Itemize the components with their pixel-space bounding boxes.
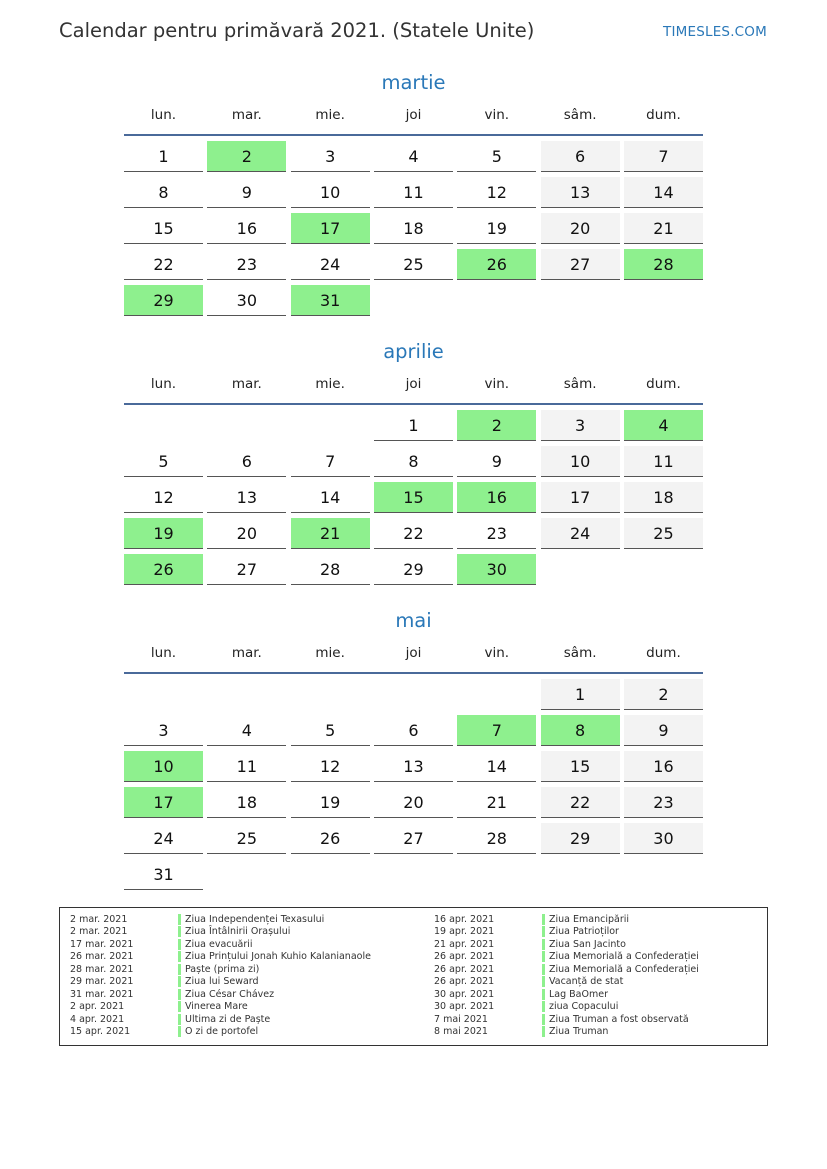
day-cell[interactable]: 11	[624, 446, 703, 477]
holiday-name: Ziua Independenței Texasului	[185, 913, 325, 925]
day-cell[interactable]: 26	[291, 823, 370, 854]
holiday-marker	[542, 914, 545, 925]
day-cell[interactable]: 18	[624, 482, 703, 513]
legend-item	[60, 1013, 371, 1026]
day-cell[interactable]: 15	[541, 751, 620, 782]
day-cell[interactable]: 28	[291, 554, 370, 585]
weekday-label: vin.	[484, 376, 510, 392]
day-cell[interactable]: 2	[624, 679, 703, 710]
holiday-date: 4 apr. 2021	[70, 1013, 125, 1025]
holiday-name: ziua Copacului	[549, 1001, 619, 1013]
day-cell[interactable]: 19	[457, 213, 536, 244]
holiday-day-cell[interactable]: 26	[124, 554, 203, 585]
holiday-date: 26 mar. 2021	[70, 951, 134, 963]
holiday-date: 16 apr. 2021	[434, 913, 495, 925]
weekday-label: vin.	[484, 645, 510, 661]
holiday-day-cell[interactable]: 30	[457, 554, 536, 585]
month-name: aprilie	[383, 340, 444, 363]
day-cell[interactable]: 1	[124, 141, 203, 172]
holiday-name: Ziua Prințului Jonah Kuhio Kalanianaole	[185, 951, 371, 963]
day-cell[interactable]: 14	[291, 482, 370, 513]
holiday-name: O zi de portofel	[185, 1026, 259, 1038]
day-cell[interactable]: 8	[124, 177, 203, 208]
day-cell[interactable]: 16	[624, 751, 703, 782]
holiday-name: Ziua Memorială a Confederației	[549, 951, 699, 963]
legend-item	[424, 951, 699, 964]
day-cell[interactable]: 20	[374, 787, 453, 818]
day-cell[interactable]: 18	[207, 787, 286, 818]
holiday-date: 31 mar. 2021	[70, 988, 134, 1000]
holiday-marker	[542, 951, 545, 962]
day-cell[interactable]: 21	[457, 787, 536, 818]
holiday-day-cell[interactable]: 2	[207, 141, 286, 172]
holiday-date: 30 apr. 2021	[434, 988, 495, 1000]
day-cell[interactable]: 12	[291, 751, 370, 782]
day-cell[interactable]: 10	[291, 177, 370, 208]
holiday-name: Ziua lui Seward	[185, 976, 259, 988]
legend-item	[424, 988, 699, 1001]
holiday-date: 7 mai 2021	[434, 1013, 488, 1025]
legend-column-left	[60, 913, 371, 1038]
legend-item	[60, 951, 371, 964]
month-name: martie	[381, 71, 446, 94]
day-cell[interactable]: 12	[457, 177, 536, 208]
weekday-label: dum.	[646, 107, 681, 123]
day-cell[interactable]: 28	[457, 823, 536, 854]
weekday-label: joi	[405, 107, 422, 123]
day-cell[interactable]: 9	[457, 446, 536, 477]
empty-day-cell	[207, 679, 286, 710]
day-cell[interactable]: 25	[207, 823, 286, 854]
day-cell[interactable]: 14	[624, 177, 703, 208]
legend-item	[424, 938, 699, 951]
holiday-marker	[178, 939, 181, 950]
day-grid	[124, 141, 703, 316]
weekday-label: mar.	[231, 376, 262, 392]
weekday-label: sâm.	[563, 376, 597, 392]
day-cell[interactable]: 24	[291, 249, 370, 280]
holiday-marker	[178, 926, 181, 937]
empty-day-cell	[457, 679, 536, 710]
holiday-date: 2 mar. 2021	[70, 926, 128, 938]
day-cell[interactable]: 16	[207, 213, 286, 244]
day-cell[interactable]: 9	[207, 177, 286, 208]
holiday-day-cell[interactable]: 29	[124, 285, 203, 316]
holiday-date: 28 mar. 2021	[70, 963, 134, 975]
day-grid	[124, 679, 703, 890]
day-cell[interactable]: 3	[541, 410, 620, 441]
holiday-marker	[178, 1014, 181, 1025]
holiday-day-cell[interactable]: 10	[124, 751, 203, 782]
legend-item	[424, 1013, 699, 1026]
holiday-name: Ziua Truman a fost observată	[549, 1013, 689, 1025]
day-cell[interactable]: 13	[541, 177, 620, 208]
month-april	[124, 338, 703, 585]
holiday-name: Ziua Memorială a Confederației	[549, 963, 699, 975]
day-cell[interactable]: 19	[291, 787, 370, 818]
legend-item	[60, 1026, 371, 1039]
day-grid	[124, 410, 703, 585]
legend-item	[60, 938, 371, 951]
day-cell[interactable]: 15	[124, 213, 203, 244]
holiday-day-cell[interactable]: 28	[624, 249, 703, 280]
day-cell[interactable]: 29	[541, 823, 620, 854]
legend-item	[60, 1001, 371, 1014]
holiday-date: 21 apr. 2021	[434, 938, 495, 950]
day-cell[interactable]: 6	[207, 446, 286, 477]
holiday-date: 8 mai 2021	[434, 1026, 488, 1038]
holiday-day-cell[interactable]: 31	[291, 285, 370, 316]
weekday-label: lun.	[150, 376, 177, 392]
holiday-name: Ziua César Chávez	[185, 988, 275, 1000]
day-cell[interactable]: 1	[374, 410, 453, 441]
holiday-marker	[178, 914, 181, 925]
holiday-name: Paște (prima zi)	[185, 963, 260, 975]
weekday-label: joi	[405, 376, 422, 392]
holiday-marker	[178, 964, 181, 975]
day-cell[interactable]: 6	[374, 715, 453, 746]
holiday-name: Ziua evacuării	[185, 938, 253, 950]
holiday-marker	[542, 1001, 545, 1012]
day-cell[interactable]: 4	[207, 715, 286, 746]
weekday-label: mie.	[315, 376, 345, 392]
day-cell[interactable]: 23	[624, 787, 703, 818]
day-cell[interactable]: 27	[374, 823, 453, 854]
weekday-label: dum.	[646, 376, 681, 392]
holiday-day-cell[interactable]: 19	[124, 518, 203, 549]
weekday-label: vin.	[484, 107, 510, 123]
holiday-marker	[178, 989, 181, 1000]
empty-day-cell	[207, 410, 286, 441]
holiday-day-cell[interactable]: 15	[374, 482, 453, 513]
holiday-marker	[542, 926, 545, 937]
holiday-marker	[178, 951, 181, 962]
day-cell[interactable]: 13	[374, 751, 453, 782]
legend-item	[60, 988, 371, 1001]
holiday-date: 26 apr. 2021	[434, 951, 495, 963]
holiday-name: Vacanță de stat	[549, 976, 624, 988]
holiday-day-cell[interactable]: 21	[291, 518, 370, 549]
empty-day-cell	[291, 410, 370, 441]
day-cell[interactable]: 7	[291, 446, 370, 477]
holiday-day-cell[interactable]: 16	[457, 482, 536, 513]
weekday-label: lun.	[150, 107, 177, 123]
day-cell[interactable]: 20	[541, 213, 620, 244]
day-cell[interactable]: 12	[124, 482, 203, 513]
holiday-day-cell[interactable]: 4	[624, 410, 703, 441]
page-title: Calendar pentru primăvară 2021. (Statele Unite)	[59, 19, 535, 42]
holiday-date: 15 apr. 2021	[70, 1026, 131, 1038]
holiday-marker	[542, 1014, 545, 1025]
day-cell[interactable]: 23	[207, 249, 286, 280]
month-may	[124, 607, 703, 890]
holiday-day-cell[interactable]: 7	[457, 715, 536, 746]
weekday-label: dum.	[646, 645, 681, 661]
weekday-label: sâm.	[563, 107, 597, 123]
day-cell[interactable]: 21	[624, 213, 703, 244]
holiday-date: 2 apr. 2021	[70, 1001, 125, 1013]
holiday-marker	[542, 1026, 545, 1037]
day-cell[interactable]: 22	[541, 787, 620, 818]
weekday-label: mie.	[315, 645, 345, 661]
holiday-name: Ziua Întâlnirii Orașului	[185, 926, 291, 938]
day-cell[interactable]: 25	[374, 249, 453, 280]
holiday-day-cell[interactable]: 8	[541, 715, 620, 746]
day-cell[interactable]: 5	[291, 715, 370, 746]
empty-day-cell	[374, 679, 453, 710]
weekday-header	[124, 372, 703, 405]
day-cell[interactable]: 24	[124, 823, 203, 854]
day-cell[interactable]: 29	[374, 554, 453, 585]
day-cell[interactable]: 22	[374, 518, 453, 549]
day-cell[interactable]: 20	[207, 518, 286, 549]
holiday-day-cell[interactable]: 17	[291, 213, 370, 244]
day-cell[interactable]: 27	[207, 554, 286, 585]
legend-item	[424, 1026, 699, 1039]
site-link[interactable]: TIMESLES.COM	[663, 24, 767, 40]
day-cell[interactable]: 25	[624, 518, 703, 549]
day-cell[interactable]: 1	[541, 679, 620, 710]
holiday-name: Ziua San Jacinto	[549, 938, 626, 950]
holiday-day-cell[interactable]: 26	[457, 249, 536, 280]
day-cell[interactable]: 13	[207, 482, 286, 513]
weekday-label: mie.	[315, 107, 345, 123]
holiday-name: Lag BaOmer	[549, 988, 608, 1000]
legend-item	[60, 976, 371, 989]
weekday-label: joi	[405, 645, 422, 661]
holiday-name: Ultima zi de Paște	[185, 1013, 271, 1025]
weekday-label: sâm.	[563, 645, 597, 661]
weekday-label: mar.	[231, 645, 262, 661]
holiday-name: Vinerea Mare	[185, 1001, 248, 1013]
holiday-marker	[178, 1026, 181, 1037]
day-cell[interactable]: 8	[374, 446, 453, 477]
weekday-header	[124, 103, 703, 136]
weekday-header	[124, 641, 703, 674]
day-cell[interactable]: 31	[124, 859, 203, 890]
day-cell[interactable]: 18	[374, 213, 453, 244]
holiday-marker	[178, 976, 181, 987]
holiday-date: 2 mar. 2021	[70, 913, 128, 925]
day-cell[interactable]: 22	[124, 249, 203, 280]
holiday-name: Ziua Emancipării	[549, 913, 630, 925]
day-cell[interactable]: 11	[207, 751, 286, 782]
day-cell[interactable]: 30	[207, 285, 286, 316]
holiday-date: 26 apr. 2021	[434, 963, 495, 975]
empty-day-cell	[124, 410, 203, 441]
day-cell[interactable]: 30	[624, 823, 703, 854]
day-cell[interactable]: 14	[457, 751, 536, 782]
legend-item	[424, 976, 699, 989]
day-cell[interactable]: 24	[541, 518, 620, 549]
legend-item	[424, 926, 699, 939]
legend-item	[424, 913, 699, 926]
holiday-marker	[542, 964, 545, 975]
day-cell[interactable]: 3	[291, 141, 370, 172]
holiday-marker	[542, 989, 545, 1000]
empty-day-cell	[291, 679, 370, 710]
holiday-date: 19 apr. 2021	[434, 926, 495, 938]
holiday-day-cell[interactable]: 2	[457, 410, 536, 441]
legend-item	[60, 913, 371, 926]
day-cell[interactable]: 4	[374, 141, 453, 172]
day-cell[interactable]: 9	[624, 715, 703, 746]
day-cell[interactable]: 11	[374, 177, 453, 208]
weekday-label: lun.	[150, 645, 177, 661]
holiday-name: Ziua Truman	[549, 1026, 609, 1038]
legend-item	[60, 926, 371, 939]
month-march	[124, 69, 703, 316]
legend-item	[60, 963, 371, 976]
empty-day-cell	[124, 679, 203, 710]
day-cell[interactable]: 23	[457, 518, 536, 549]
holiday-legend	[59, 907, 768, 1046]
day-cell[interactable]: 7	[624, 141, 703, 172]
holiday-date: 17 mar. 2021	[70, 938, 134, 950]
day-cell[interactable]: 17	[541, 482, 620, 513]
day-cell[interactable]: 5	[124, 446, 203, 477]
day-cell[interactable]: 27	[541, 249, 620, 280]
legend-item	[424, 963, 699, 976]
day-cell[interactable]: 10	[541, 446, 620, 477]
holiday-name: Ziua Patrioților	[549, 926, 619, 938]
holiday-marker	[542, 939, 545, 950]
holiday-date: 26 apr. 2021	[434, 976, 495, 988]
holiday-day-cell[interactable]: 17	[124, 787, 203, 818]
holiday-date: 29 mar. 2021	[70, 976, 134, 988]
weekday-label: mar.	[231, 107, 262, 123]
legend-item	[424, 1001, 699, 1014]
holiday-date: 30 apr. 2021	[434, 1001, 495, 1013]
holiday-marker	[542, 976, 545, 987]
day-cell[interactable]: 5	[457, 141, 536, 172]
legend-column-right	[424, 913, 699, 1038]
day-cell[interactable]: 3	[124, 715, 203, 746]
holiday-marker	[178, 1001, 181, 1012]
month-name: mai	[395, 609, 432, 632]
day-cell[interactable]: 6	[541, 141, 620, 172]
